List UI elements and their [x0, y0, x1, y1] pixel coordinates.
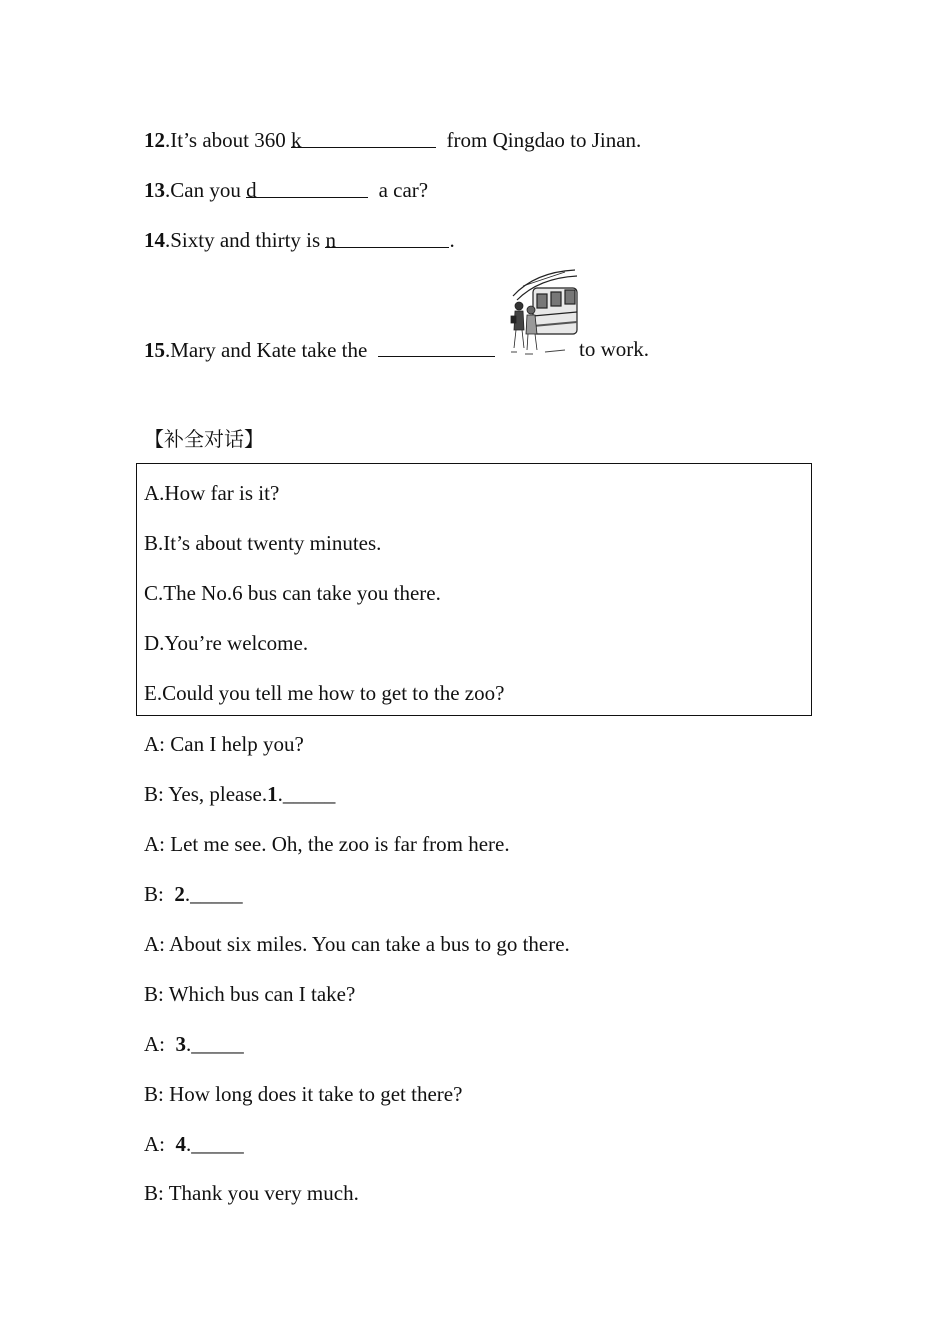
dialogue-text: A: [144, 1032, 171, 1056]
dialogue-line: A: 4._____ [144, 1132, 244, 1156]
option-c: C.The No.6 bus can take you there. [144, 581, 441, 605]
answer-blank[interactable]: _____ [191, 1032, 244, 1056]
answer-blank[interactable]: _____ [190, 882, 243, 906]
question-12 [144, 127, 641, 153]
question-number: 14 [144, 228, 165, 252]
dialogue-line: B: Yes, please.1._____ [144, 782, 336, 806]
question-14 [144, 227, 455, 253]
question-number: 13 [144, 178, 165, 202]
question-text-end: a car? [378, 178, 429, 202]
answer-blank[interactable] [291, 127, 436, 152]
dialogue-line [144, 981, 355, 1007]
question-text: .Sixty and thirty is [165, 228, 326, 252]
dialogue-line [144, 831, 510, 857]
question-number: 12 [144, 128, 165, 152]
option-a: A.How far is it? [144, 481, 280, 505]
blank-number: 1 [267, 782, 278, 806]
dialogue-text: B: How long does it take to get there? [144, 1082, 463, 1106]
question-15-end: to work. [579, 337, 649, 361]
question-text: .Mary and Kate take the [165, 338, 368, 362]
blank-number: 4 [175, 1132, 186, 1156]
dialogue-text: B: Which bus can I take? [144, 982, 356, 1006]
dialogue-line [144, 931, 570, 957]
section-title: 【补全对话】 [144, 427, 264, 451]
answer-blank[interactable] [325, 227, 449, 252]
answer-blank[interactable]: _____ [191, 1132, 244, 1156]
hint-letter: d [246, 178, 257, 202]
question-text-end: . [449, 228, 455, 252]
dialogue-text: A: Let me see. Oh, the zoo is far from here. [144, 832, 510, 856]
dialogue-line [144, 1081, 462, 1107]
question-number: 15 [144, 338, 165, 362]
question-15 [144, 336, 495, 363]
answer-blank[interactable]: _____ [282, 782, 336, 806]
dialogue-text: B: Thank you very much. [144, 1181, 359, 1205]
option-b: B.It’s about twenty minutes. [144, 531, 382, 555]
option-d: D.You’re welcome. [144, 631, 309, 655]
option-e: E.Could you tell me how to get to the zoo? [144, 681, 505, 705]
question-13 [144, 177, 428, 203]
dialogue-line: B: 2._____ [144, 882, 243, 906]
dialogue-text: B: Yes, please. [144, 782, 268, 806]
answer-blank[interactable] [246, 177, 368, 202]
question-text: .It’s about 360 [165, 128, 291, 152]
dialogue-line [144, 731, 304, 757]
question-text-end: from Qingdao to Jinan. [446, 128, 642, 152]
subway-train-icon [505, 266, 579, 358]
question-text: .Can you [165, 178, 247, 202]
dialogue-text: A: About six miles. You can take a bus to go there. [144, 932, 570, 956]
hint-letter: n [325, 228, 336, 252]
hint-letter: k [291, 128, 302, 152]
blank-number: 3 [175, 1032, 186, 1056]
dialogue-text: A: [144, 1132, 171, 1156]
blank-number: 2 [174, 882, 185, 906]
dialogue-text: A: Can I help you? [144, 732, 304, 756]
dialogue-text: B: [144, 882, 170, 906]
options-box [136, 463, 812, 716]
answer-blank[interactable] [378, 336, 495, 357]
dialogue-line [144, 1180, 359, 1206]
dialogue-line: A: 3._____ [144, 1032, 244, 1056]
